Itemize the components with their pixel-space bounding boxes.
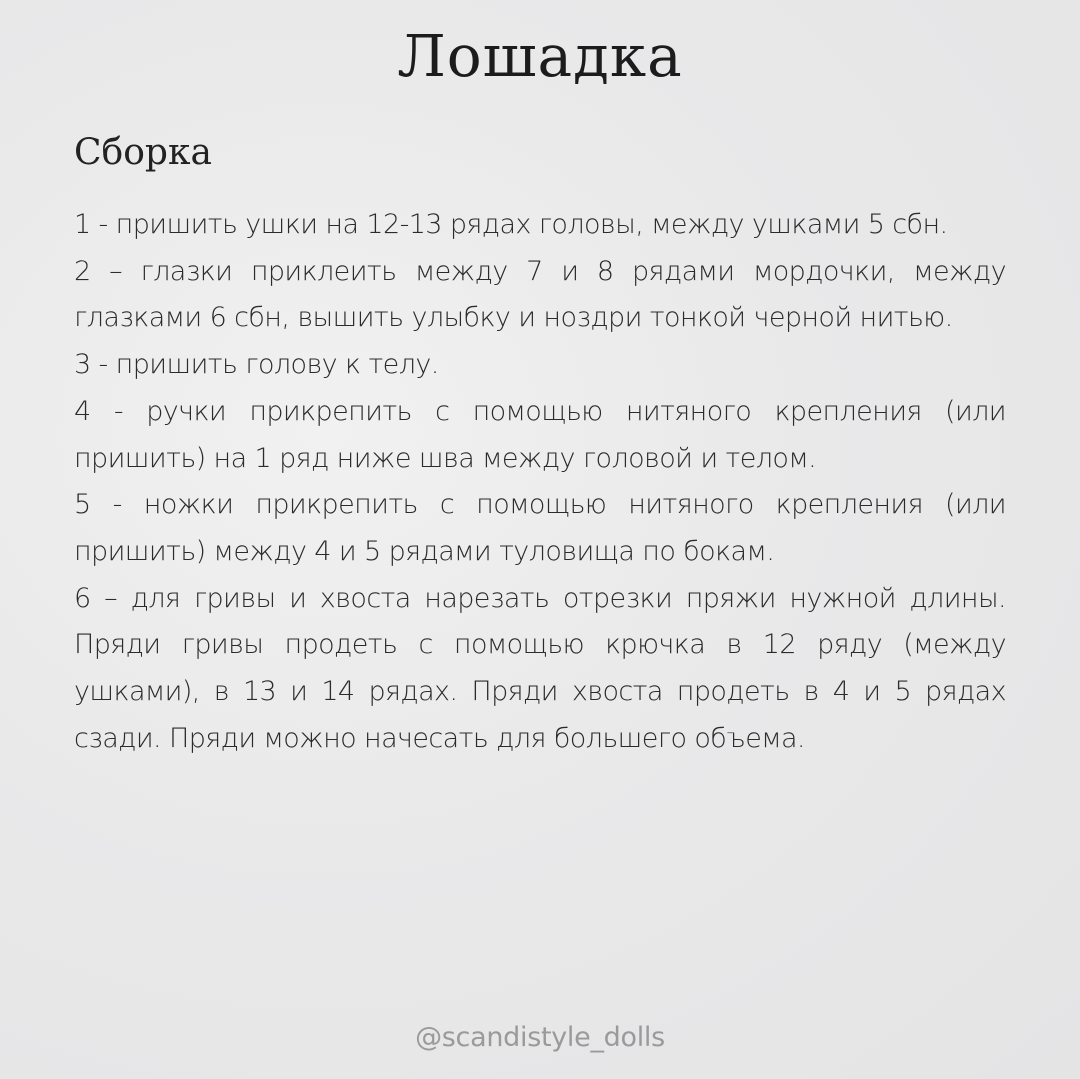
step-4: 4 - ручки прикрепить с помощью нитяного крепления (или пришить) на 1 ряд ниже шва между головой и телом.: [74, 395, 1006, 474]
step-6: 6 – для гривы и хвоста нарезать отрезки пряжи нужной длины. Пряди гривы продеть с помощью крючка в 12 ряду (между ушками), в 13 и 14 рядах. Пряди хвоста продеть в 4 и 5 рядах сзади. Пряди можно начесать для большего объема.: [74, 582, 1006, 754]
section-heading: Сборка: [74, 132, 212, 173]
step-1: 1 - пришить ушки на 12-13 рядах головы, между ушками 5 сбн.: [74, 209, 948, 240]
step-5: 5 - ножки прикрепить с помощью нитяного крепления (или пришить) между 4 и 5 рядами туловища по бокам.: [74, 489, 1006, 567]
author-handle: @scandistyle_dolls: [415, 1022, 665, 1053]
page-title: Лошадка: [397, 22, 683, 90]
step-3: 3 - пришить голову к телу.: [74, 349, 439, 381]
instructions: [74, 202, 1006, 762]
step-2: 2 – глазки приклеить между 7 и 8 рядами мордочки, между глазками 6 сбн, вышить улыбку и ноздри тонкой черной нитью.: [74, 255, 1006, 334]
